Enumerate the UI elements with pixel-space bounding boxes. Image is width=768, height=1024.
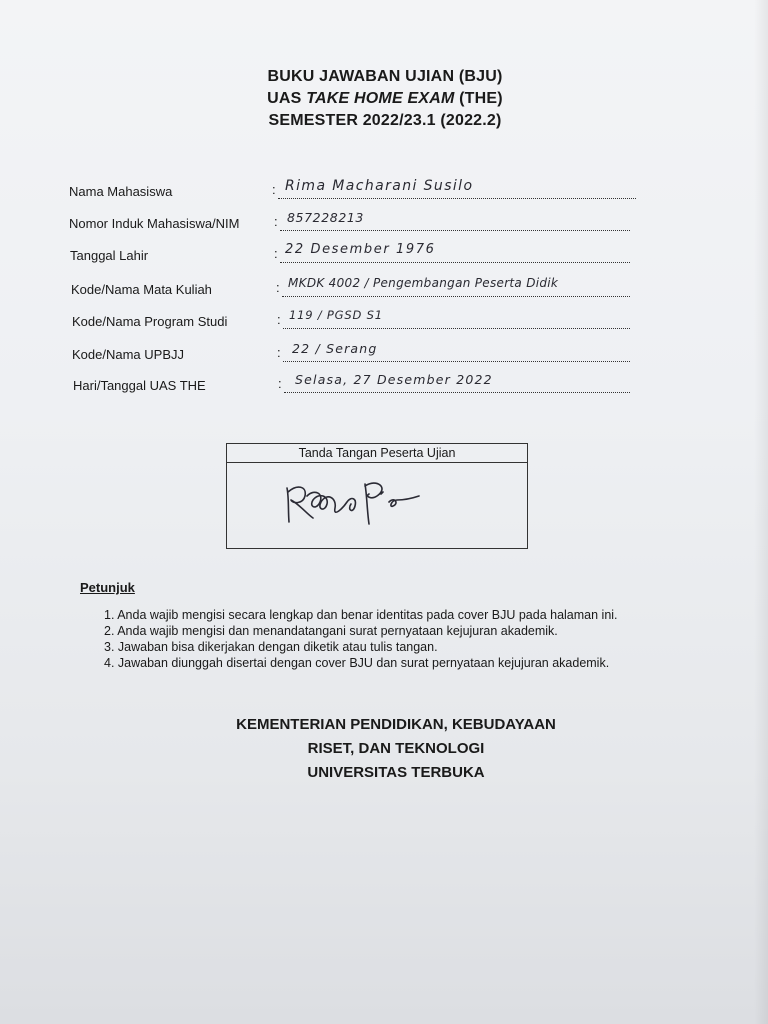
footer-line-2: RISET, DAN TEKNOLOGI — [307, 740, 485, 757]
field-row-mata-kuliah — [0, 278, 768, 302]
signature-box-title: Tanda Tangan Peserta Ujian — [227, 444, 527, 463]
handwritten-signature — [277, 474, 437, 538]
field-row-nama — [0, 180, 768, 204]
dotted-line — [282, 296, 630, 297]
instruction-item: 2. Anda wajib mengisi dan menandatangani surat pernyataan kejujuran akademik. — [104, 624, 558, 638]
title-line-2: UAS TAKE HOME EXAM (THE) — [267, 90, 503, 107]
dotted-line — [280, 262, 630, 263]
field-label: Kode/Nama Program Studi — [72, 314, 228, 329]
field-label: Kode/Nama Mata Kuliah — [71, 282, 212, 297]
field-row-hari-tanggal — [0, 374, 768, 398]
field-row-upbjj — [0, 343, 768, 367]
dotted-line — [283, 328, 630, 329]
field-colon: : — [277, 312, 281, 327]
field-value-nama: Rima Macharani Susilo — [285, 178, 474, 194]
title-line-1: BUKU JAWABAN UJIAN (BJU) — [267, 68, 503, 85]
field-row-nim — [0, 212, 768, 236]
instructions-section — [80, 580, 720, 671]
field-label: Nama Mahasiswa — [69, 184, 173, 199]
dotted-line — [278, 198, 636, 199]
field-colon: : — [274, 246, 278, 261]
document-title — [0, 66, 768, 132]
field-value-mata-kuliah: MKDK 4002 / Pengembangan Peserta Didik — [288, 276, 559, 290]
field-value-tanggal-lahir: 22 Desember 1976 — [285, 242, 436, 257]
field-colon: : — [274, 214, 278, 229]
field-colon: : — [272, 182, 276, 197]
dotted-line — [280, 230, 630, 231]
footer-line-1: KEMENTERIAN PENDIDIKAN, KEBUDAYAAN — [236, 716, 556, 733]
instruction-item: 3. Jawaban bisa dikerjakan dengan diketik atau tulis tangan. — [104, 640, 438, 654]
field-colon: : — [277, 345, 281, 360]
field-label: Nomor Induk Mahasiswa/NIM — [69, 216, 240, 231]
instructions-heading: Petunjuk — [80, 580, 135, 595]
field-value-upbjj: 22 / Serang — [292, 341, 378, 356]
dotted-line — [284, 392, 630, 393]
title-line-3: SEMESTER 2022/23.1 (2022.2) — [268, 112, 502, 129]
title-italic-part: TAKE HOME EXAM — [306, 90, 455, 107]
field-colon: : — [278, 376, 282, 391]
instruction-item: 1. Anda wajib mengisi secara lengkap dan benar identitas pada cover BJU pada halaman ini. — [104, 608, 618, 622]
field-value-hari-tanggal: Selasa, 27 Desember 2022 — [295, 372, 493, 387]
field-value-program-studi: 119 / PGSD S1 — [289, 308, 383, 322]
field-label: Tanggal Lahir — [70, 248, 149, 263]
footer-line-3: UNIVERSITAS TERBUKA — [307, 764, 485, 781]
instruction-item: 4. Jawaban diunggah disertai dengan cover BJU dan surat pernyataan kejujuran akademik. — [104, 656, 610, 670]
institution-footer — [0, 713, 768, 785]
field-row-tanggal-lahir — [0, 244, 768, 268]
instructions-list — [80, 607, 720, 671]
field-value-nim: 857228213 — [287, 210, 364, 225]
page-edge-shadow — [754, 0, 768, 1024]
field-label: Kode/Nama UPBJJ — [72, 347, 184, 362]
field-colon: : — [276, 280, 280, 295]
dotted-line — [283, 361, 630, 362]
field-label: Hari/Tanggal UAS THE — [73, 378, 206, 393]
field-row-program-studi — [0, 310, 768, 334]
signature-box — [226, 443, 528, 549]
